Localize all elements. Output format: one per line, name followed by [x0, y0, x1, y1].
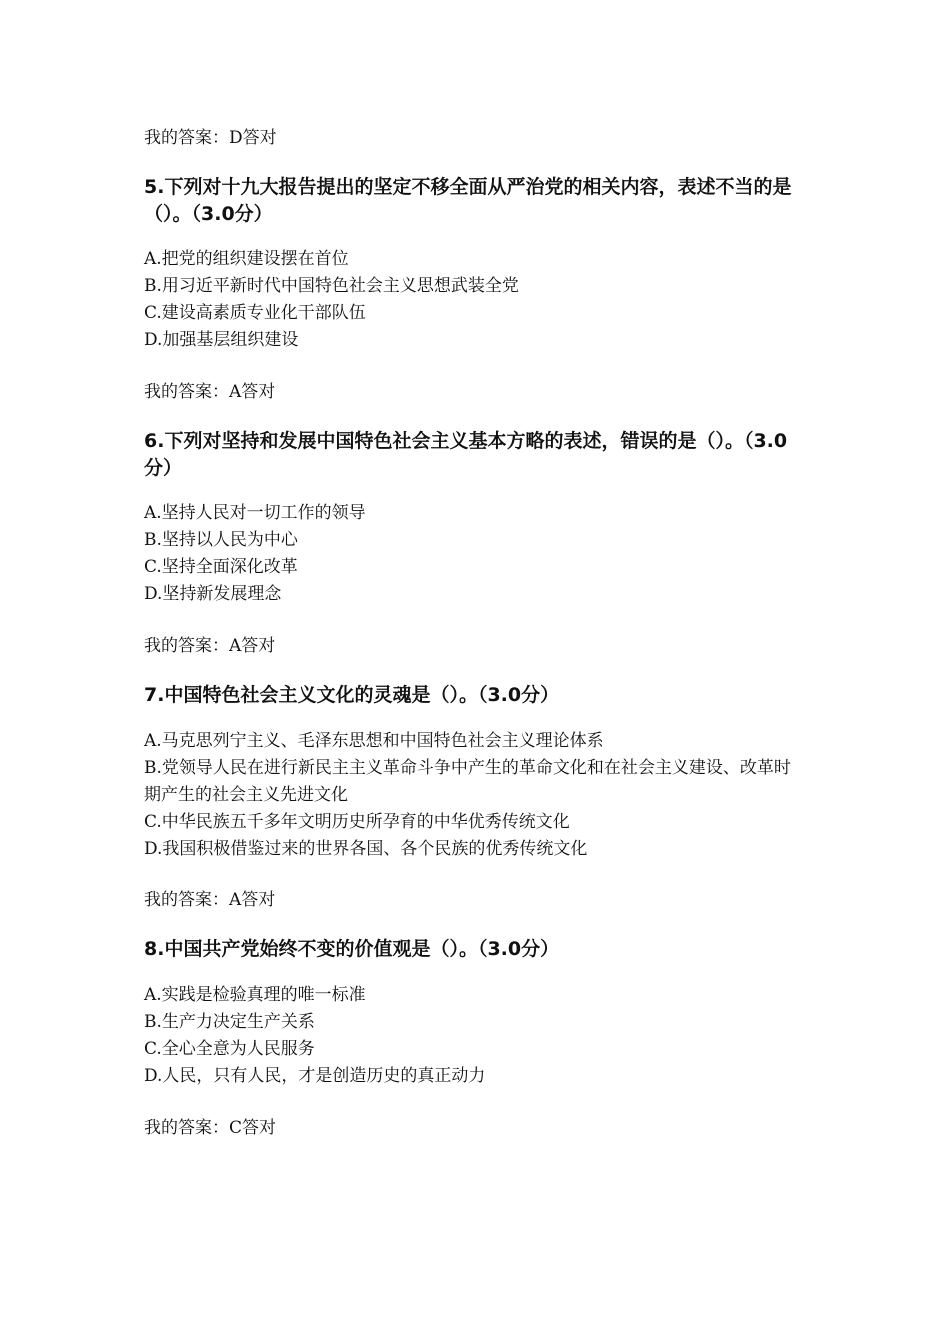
question-8-option-b: B.生产力决定生产关系	[144, 1012, 315, 1032]
question-7-option-d: D.我国积极借鉴过来的世界各国、各个民族的优秀传统文化	[144, 839, 588, 859]
question-5-option-a: A.把党的组织建设摆在首位	[144, 249, 349, 269]
question-5-option-c: C.建设高素质专业化干部队伍	[144, 303, 366, 323]
question-7-option-a: A.马克思列宁主义、毛泽东思想和中国特色社会主义理论体系	[144, 731, 604, 751]
question-6-options	[144, 500, 794, 608]
question-5-option-d: D.加强基层组织建设	[144, 330, 299, 350]
question-7-option-c: C.中华民族五千多年文明历史所孕育的中华优秀传统文化	[144, 812, 570, 832]
question-8-option-c: C.全心全意为人民服务	[144, 1039, 315, 1059]
question-7-option-b: B.党领导人民在进行新民主主义革命斗争中产生的革命文化和在社会主义建设、改革时期产生的社会主义先进文化	[144, 758, 791, 805]
question-6-option-d: D.坚持新发展理念	[144, 584, 282, 604]
my-answer-q5: 我的答案：A答对	[144, 382, 276, 402]
question-7-title: 7.中国特色社会主义文化的灵魂是（）。（3.0分）	[144, 684, 560, 706]
question-8-option-d: D.人民，只有人民，才是创造历史的真正动力	[144, 1066, 486, 1086]
question-5-title: 5.下列对十九大报告提出的坚定不移全面从严治党的相关内容，表述不当的是（）。（3.0分）	[144, 176, 792, 225]
question-8-options	[144, 982, 794, 1090]
question-5-option-b: B.用习近平新时代中国特色社会主义思想武装全党	[144, 276, 519, 296]
my-answer-q7: 我的答案：A答对	[144, 890, 276, 910]
question-6-option-b: B.坚持以人民为中心	[144, 530, 298, 550]
question-7-options	[144, 728, 794, 863]
my-answer-q8: 我的答案：C答对	[144, 1118, 277, 1138]
my-answer-q4: 我的答案：D答对	[144, 128, 277, 148]
question-5-options	[144, 246, 794, 354]
question-8-title: 8.中国共产党始终不变的价值观是（）。（3.0分）	[144, 938, 560, 960]
question-8-option-a: A.实践是检验真理的唯一标准	[144, 985, 366, 1005]
question-6-option-a: A.坚持人民对一切工作的领导	[144, 503, 366, 523]
question-6-option-c: C.坚持全面深化改革	[144, 557, 298, 577]
my-answer-q6: 我的答案：A答对	[144, 636, 276, 656]
question-6-title: 6.下列对坚持和发展中国特色社会主义基本方略的表述，错误的是（）。（3.0分）	[144, 430, 788, 479]
